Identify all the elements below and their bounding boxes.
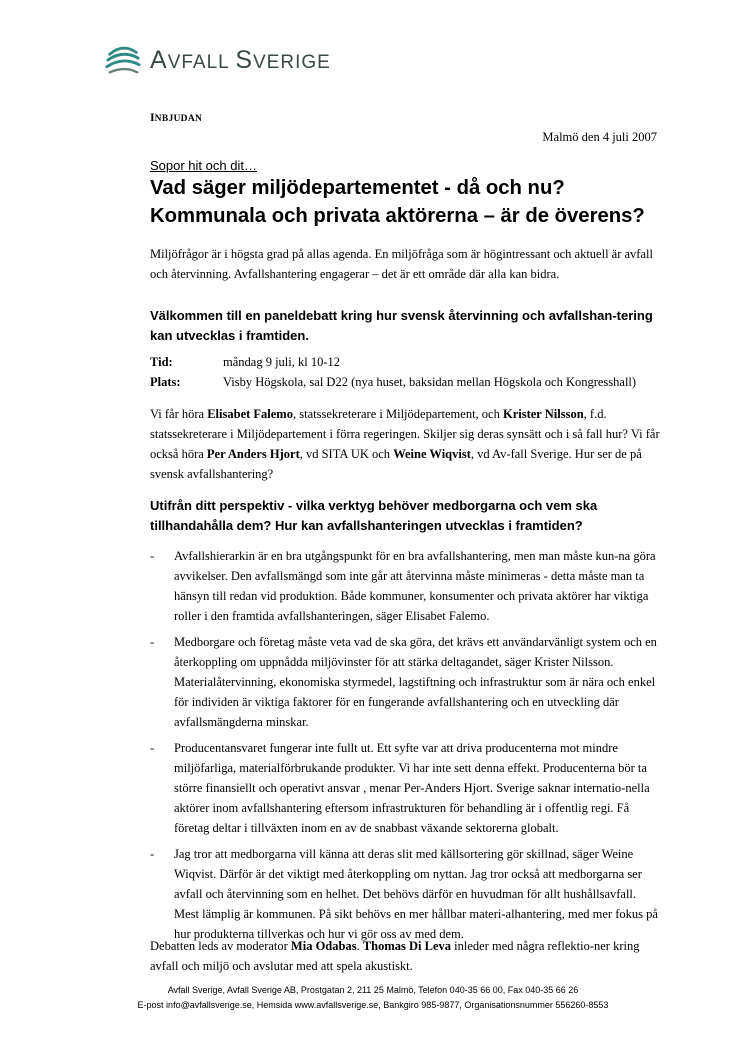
welcome-heading: Välkommen till en paneldebatt kring hur svensk återvinning och avfallshan-tering kan utvecklas i framtiden. — [150, 308, 653, 343]
logo-wordmark: AVFALL SVERIGE — [150, 45, 331, 74]
speaker-name: Per Anders Hjort — [206, 447, 300, 461]
place-row: Plats: Visby Högskola, sal D22 (nya huset, baksidan mellan Högskola och Kongresshall) — [150, 372, 690, 392]
time-label: Tid — [150, 355, 169, 369]
speaker-name: Elisabet Falemo — [207, 407, 293, 421]
list-item: - Producentansvaret fungerar inte fullt ut. Ett syfte var att driva producenterna mot mindre miljöfarliga, materialförbrukande produkter. Vi har inte sett denna effekt. Producenterna bör ta större finansiellt och operativt ansvar , menar Per-Anders Hjort. Sverige saknar internatio-nella aktörer inom avfallshantering eftersom infrastrukturen för behandling är i offentlig regi. Få företag deltar i tillväxten inom en av de snabbast växande sektorerna globalt. — [150, 741, 650, 835]
performer-name: Thomas Di Leva — [362, 939, 452, 953]
title-line-1: Vad säger miljödepartementet - då och nu? — [150, 177, 565, 199]
list-item: - Medborgare och företag måste veta vad de ska göra, det krävs ett användarvänligt system och en återkoppling om uppnådda miljövinster för att stärka deltagandet, säger Krister Nilsson. Materialåtervinning, ekonomiska styrmedel, lagstiftning och infrastruktur som är nära och enkel för individen är viktiga faktorer för en fungerande avfallshantering och en utveckling där avfallsmängderna minskar. — [150, 635, 657, 729]
opinions-list — [150, 546, 662, 944]
footer-address: Avfall Sverige, Avfall Sverige AB, Prostgatan 2, 211 25 Malmö, Telefon 040-35 66 00, Fax 040-35 66 26 — [167, 985, 579, 995]
closing-paragraph: Debatten leds av moderator Mia Odabas. Thomas Di Leva inleder med några reflektio-ner kring avfall och miljö och avslutar med att spela akustiskt. — [150, 939, 640, 973]
intro-paragraph: Miljöfrågor är i högsta grad på allas agenda. En miljöfråga som är högintressant och aktuell är avfall och återvinning. Avfallshantering engagerar – det är ett område där alla kan bidra. — [150, 247, 653, 281]
perspective-heading: Utifrån ditt perspektiv - vilka verktyg behöver medborgarna och vem ska tillhandahålla dem? Hur kan avfallshanteringen utvecklas i framtiden? — [150, 498, 598, 533]
document-date: Malmö den 4 juli 2007 — [542, 130, 657, 144]
moderator-name: Mia Odabas — [290, 939, 357, 953]
document-title — [150, 174, 645, 230]
place-label: Plats — [150, 375, 177, 389]
time-row: Tid: måndag 9 juli, kl 10-12 — [150, 352, 690, 372]
swirl-logo-icon — [104, 41, 142, 79]
list-item: - Avfallshierarkin är en bra utgångspunkt för en bra avfallshantering, men man måste kun-na göra avvikelser. Den avfallsmängd som inte går att återvinna måste minimeras - detta måste man ta hänsyn till redan vid produktion. Både kommuner, konsumenter och privata aktörer har viktiga roller i den framtida avfallshanteringen, säger Elisabet Falemo. — [150, 549, 656, 623]
speaker-name: Krister Nilsson — [502, 407, 584, 421]
list-item: - Jag tror att medborgarna vill känna att deras slit med källsortering gör skillnad, säger Weine Wiqvist. Därför är det viktigt med återkoppling om nyttan. Jag tror också att medborgarna ser avfall och återvinning som en helhet. Det behövs därför en huvudman för allt hushållsavfall. Mest lämplig är kommunen. På sikt behövs en mer hållbar materi-alhantering, med mer fokus på hur produkterna tillverkas och hur vi gör oss av med dem. — [150, 847, 658, 941]
time-value: måndag 9 juli, kl 10-12 — [223, 355, 340, 369]
document-type-label: INBJUDAN — [150, 110, 203, 124]
avfall-sverige-logo — [104, 40, 331, 80]
document-subtitle: Sopor hit och dit… — [150, 158, 257, 173]
speaker-name: Weine Wiqvist — [393, 447, 471, 461]
footer-contact: E-post info@avfallsverige.se, Hemsida www.avfallsverige.se, Bankgiro 985-9877, Organisationsnummer 556260-8553 — [137, 1000, 609, 1010]
event-info — [150, 352, 690, 392]
speakers-paragraph: Vi får höra Elisabet Falemo, statssekreterare i Miljödepartement, och Krister Nilsson, f.d. statssekreterare i Miljödepartement i förra regeringen. Skiljer sig deras synsätt och i så fall hur? Vi får också höra Per Anders Hjort, vd SITA UK och Weine Wiqvist, vd Av-fall Sverige. Hur ser de på svensk avfallshantering? — [150, 407, 660, 481]
page-footer — [0, 983, 746, 1013]
place-value: Visby Högskola, sal D22 (nya huset, baksidan mellan Högskola och Kongresshall) — [223, 375, 637, 389]
title-line-2: Kommunala och privata aktörerna – är de överens? — [150, 205, 645, 227]
